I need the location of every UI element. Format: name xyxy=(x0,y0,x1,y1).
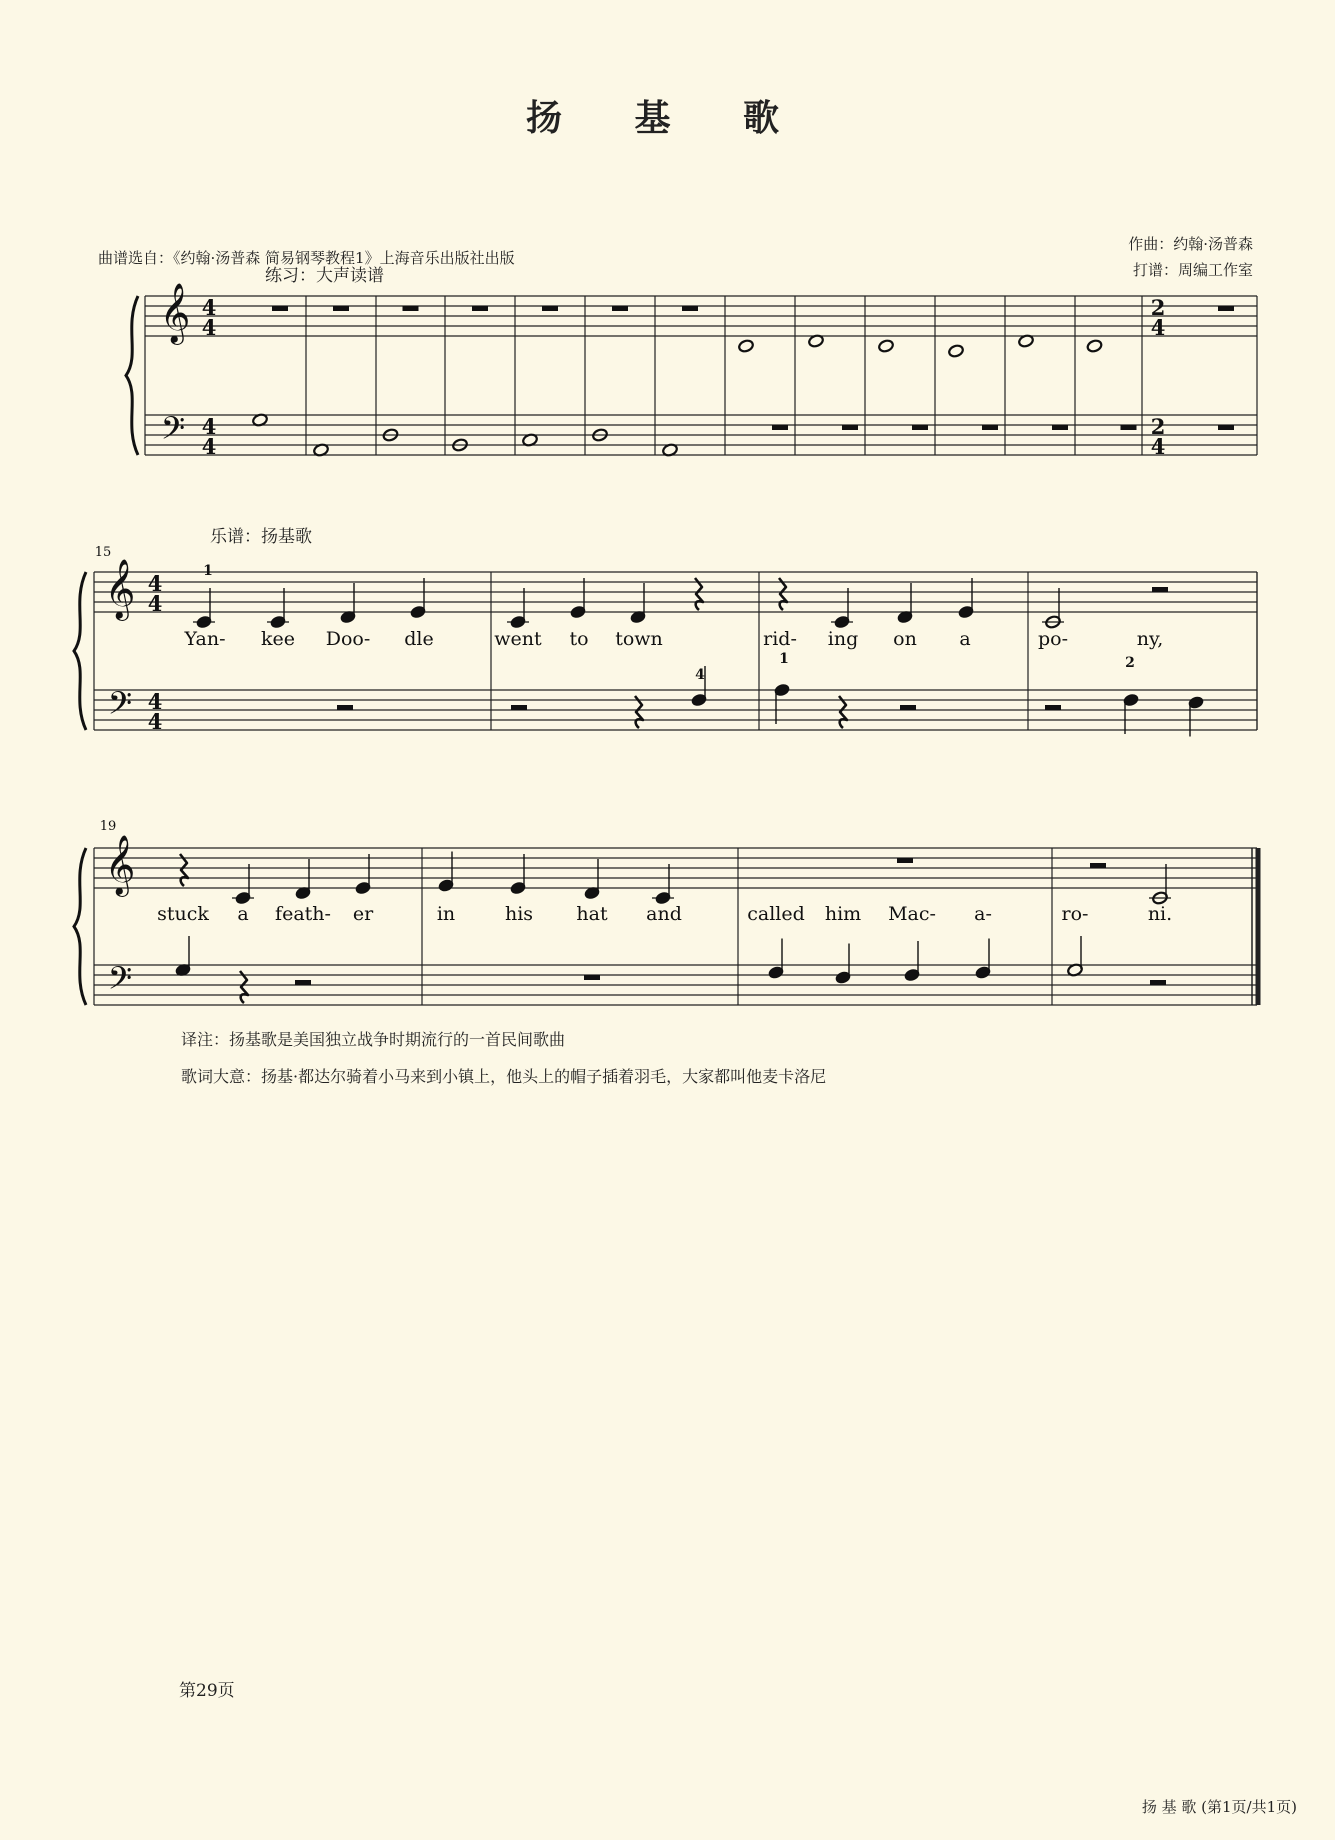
lyric-syllable: ny, xyxy=(1136,628,1164,650)
time-signature-top: 4 xyxy=(147,689,163,714)
quarter-note xyxy=(768,939,785,980)
lyric-syllable: Mac- xyxy=(888,903,936,925)
brace xyxy=(74,572,86,730)
section-label: 乐谱：扬基歌 xyxy=(210,527,312,547)
whole-rest xyxy=(272,306,288,311)
lyric-syllable: a xyxy=(237,903,249,925)
page-number: 第29页 xyxy=(179,1681,235,1701)
whole-rest xyxy=(1052,425,1068,430)
lyric-syllable: and xyxy=(646,903,682,925)
whole-rest xyxy=(472,306,488,311)
quarter-rest xyxy=(779,578,787,610)
quarter-note xyxy=(410,578,427,619)
quarter-note xyxy=(507,588,529,629)
treble-clef-icon: 𝄞 xyxy=(104,559,136,619)
half-rest xyxy=(337,705,353,710)
time-signature-bottom: 4 xyxy=(147,591,163,616)
lyric-syllable: feath- xyxy=(275,903,331,925)
quarter-note xyxy=(295,859,312,900)
quarter-rest xyxy=(180,854,188,886)
bass-clef-icon: 𝄢 xyxy=(160,410,186,454)
lyric-syllable: went xyxy=(494,628,542,650)
lyric-syllable: dle xyxy=(404,628,434,650)
time-signature-top: 4 xyxy=(201,295,217,320)
quarter-note xyxy=(975,939,992,980)
lyric-syllable: ro- xyxy=(1061,903,1089,925)
time-signature-bottom: 4 xyxy=(1150,434,1166,459)
quarter-note xyxy=(897,583,914,624)
lyric-syllable: town xyxy=(615,628,663,650)
quarter-note xyxy=(831,588,853,629)
exercise-label: 练习：大声读谱 xyxy=(265,266,384,286)
lyric-syllable: hat xyxy=(576,903,608,925)
note-head xyxy=(738,339,755,353)
quarter-note xyxy=(175,936,192,977)
half-rest xyxy=(1150,980,1166,985)
bass-clef-icon: 𝄢 xyxy=(107,960,133,1004)
bass-clef-icon: 𝄢 xyxy=(107,685,133,729)
lyric-syllable: to xyxy=(569,628,589,650)
quarter-note xyxy=(1123,693,1140,734)
measure-number: 15 xyxy=(94,545,112,560)
whole-rest xyxy=(772,425,788,430)
lyric-syllable: ni. xyxy=(1147,903,1173,925)
time-signature-top: 2 xyxy=(1150,414,1166,439)
whole-rest xyxy=(612,306,628,311)
half-rest xyxy=(1152,587,1168,592)
quarter-note xyxy=(958,578,975,619)
measure-number: 19 xyxy=(99,819,117,834)
whole-rest xyxy=(682,306,698,311)
lyric-syllable: stuck xyxy=(157,903,209,925)
quarter-note xyxy=(355,854,372,895)
quarter-rest xyxy=(635,696,643,728)
whole-note xyxy=(948,344,965,358)
quarter-note xyxy=(652,864,674,905)
lyric-syllable: on xyxy=(893,628,917,650)
lyric-syllable: his xyxy=(504,903,534,925)
half-note xyxy=(1067,936,1084,977)
brace xyxy=(74,848,86,1005)
note-head xyxy=(948,344,965,358)
lyric-syllable: po- xyxy=(1037,628,1069,650)
note-head xyxy=(878,339,895,353)
lyric-syllable: er xyxy=(352,903,374,925)
quarter-note xyxy=(267,588,289,629)
whole-rest xyxy=(1121,425,1137,430)
quarter-note xyxy=(232,864,254,905)
lyric-syllable: him xyxy=(824,903,862,925)
whole-rest xyxy=(842,425,858,430)
whole-rest xyxy=(333,306,349,311)
quarter-note xyxy=(835,944,852,985)
half-rest xyxy=(511,705,527,710)
fingering-number: 1 xyxy=(203,563,213,579)
half-note xyxy=(1149,864,1171,905)
quarter-rest xyxy=(839,696,847,728)
lyric-syllable: a- xyxy=(974,903,992,925)
whole-rest xyxy=(403,306,419,311)
whole-note xyxy=(878,339,895,353)
time-signature-bottom: 4 xyxy=(201,434,217,459)
brace xyxy=(126,296,138,455)
lyric-syllable: rid- xyxy=(763,628,797,650)
lyric-syllable: kee xyxy=(260,628,296,650)
quarter-note xyxy=(340,583,357,624)
lyric-syllable: Yan- xyxy=(184,628,226,650)
whole-rest xyxy=(1218,425,1234,430)
note-head xyxy=(1086,339,1103,353)
whole-rest xyxy=(542,306,558,311)
time-signature-top: 4 xyxy=(201,414,217,439)
lyrics-meaning: 歌词大意：扬基·都达尔骑着小马来到小镇上，他头上的帽子插着羽毛，大家都叫他麦卡洛尼 xyxy=(181,1067,827,1086)
half-rest xyxy=(295,980,311,985)
time-signature-bottom: 4 xyxy=(1150,315,1166,340)
lyric-syllable: called xyxy=(747,903,805,925)
quarter-note xyxy=(630,583,647,624)
lyric-syllable: a xyxy=(959,628,971,650)
quarter-note xyxy=(570,578,587,619)
half-rest xyxy=(1090,863,1106,868)
time-signature-bottom: 4 xyxy=(201,315,217,340)
half-note xyxy=(1042,588,1064,629)
treble-clef-icon: 𝄞 xyxy=(159,283,191,343)
quarter-rest xyxy=(240,971,248,1003)
whole-rest xyxy=(1218,306,1234,311)
whole-note xyxy=(1086,339,1103,353)
half-rest xyxy=(900,705,916,710)
time-signature-top: 2 xyxy=(1150,295,1166,320)
quarter-note xyxy=(904,941,921,982)
source-note: 曲谱选自：《约翰·汤普森 简易钢琴教程1》上海音乐出版社出版 xyxy=(98,249,515,267)
whole-rest xyxy=(912,425,928,430)
whole-rest xyxy=(584,975,600,980)
time-signature-top: 4 xyxy=(147,571,163,596)
whole-note xyxy=(738,339,755,353)
quarter-note xyxy=(774,683,791,724)
arranger-credit: 打谱：周编工作室 xyxy=(1132,261,1253,279)
fingering-number: 4 xyxy=(695,667,705,683)
composer-credit: 作曲：约翰·汤普森 xyxy=(1128,235,1253,253)
fingering-number: 2 xyxy=(1125,655,1135,671)
time-signature-bottom: 4 xyxy=(147,709,163,734)
page-title: 扬 基 歌 xyxy=(525,97,810,139)
quarter-note xyxy=(193,588,215,629)
lyric-syllable: Doo- xyxy=(325,628,371,650)
quarter-rest xyxy=(695,578,703,610)
lyric-syllable: ing xyxy=(827,628,859,650)
footer-label: 扬 基 歌 (第1页/共1页) xyxy=(1141,1798,1297,1816)
lyric-syllable: in xyxy=(436,903,456,925)
half-rest xyxy=(1045,705,1061,710)
fingering-number: 1 xyxy=(779,651,789,667)
treble-clef-icon: 𝄞 xyxy=(104,835,136,895)
quarter-note xyxy=(584,859,601,900)
whole-rest xyxy=(982,425,998,430)
whole-rest xyxy=(897,858,913,863)
quarter-note xyxy=(510,854,527,895)
translator-note: 译注：扬基歌是美国独立战争时期流行的一首民间歌曲 xyxy=(181,1030,566,1049)
